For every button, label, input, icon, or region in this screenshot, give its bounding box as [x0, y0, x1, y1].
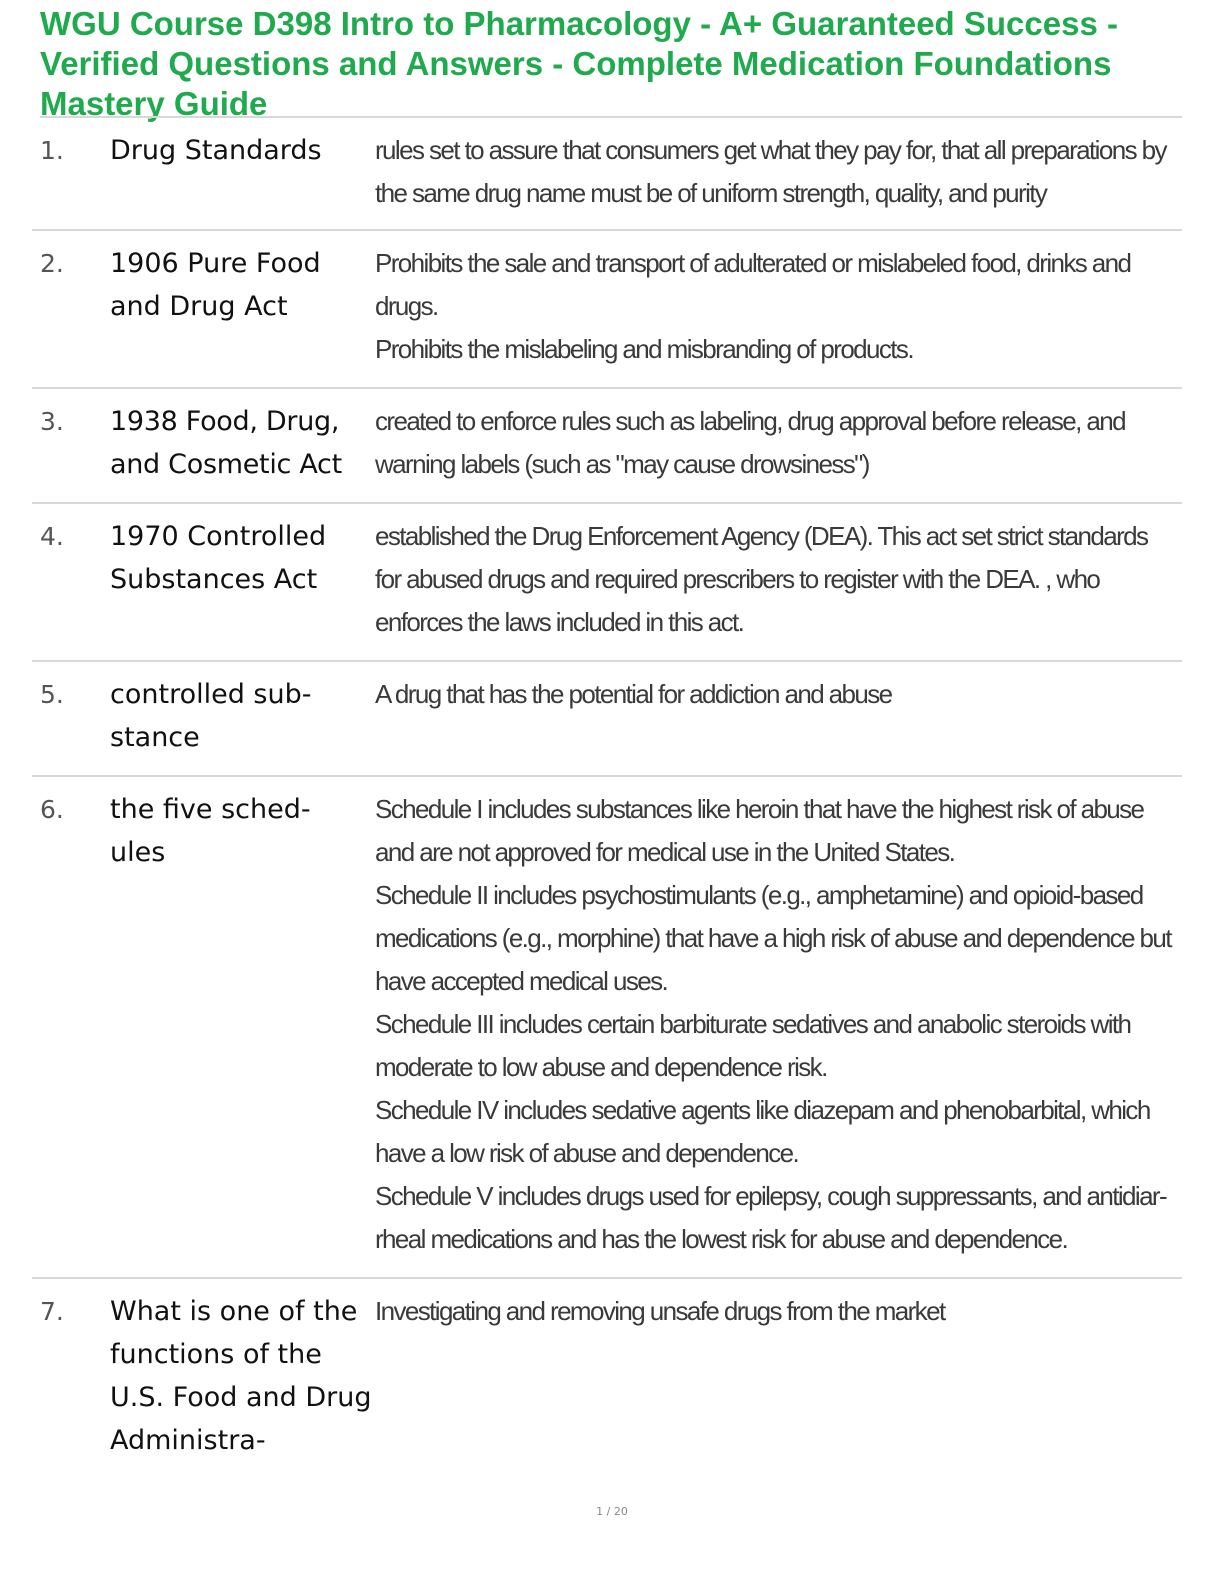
definition-line: rules set to assure that consumers get what they pay for, that all preparations by the same drug name must be of uniform strength, quality, and purity [375, 135, 1166, 208]
definition-line: created to enforce rules such as labeling, drug approval before release, and warning labels (such as "may cause drowsiness") [375, 406, 1125, 479]
flashcard [32, 777, 1182, 1279]
definition-line: established the Drug Enforcement Agency (DEA). This act set strict standards for abused drugs and required prescribers to register with the DEA. , who enforces the laws included in this act. [375, 521, 1148, 637]
card-definition [375, 1290, 1182, 1462]
card-number: 2. [40, 249, 64, 278]
flashcard [32, 662, 1182, 777]
card-term: 1970 Controlled Substances Act [110, 521, 327, 595]
card-number: 3. [40, 407, 64, 436]
page-indicator: 1 / 20 [596, 1505, 628, 1518]
card-definition [375, 788, 1182, 1261]
definition-line: Investigating and removing unsafe drugs from the market [375, 1296, 945, 1326]
document-title: WGU Course D398 Intro to Pharmacology - A+ Guaranteed Success - Verified Questions and Answers - Complete Medication Foundations Mastery Guide [40, 5, 1118, 122]
card-term: controlled sub- stance [110, 679, 312, 753]
flashcard [32, 1279, 1182, 1462]
definition-line: Prohibits the mislabeling and misbranding of products. [375, 334, 913, 364]
card-number: 4. [40, 522, 64, 551]
card-definition [375, 242, 1182, 371]
card-term: 1906 Pure Food and Drug Act [110, 248, 321, 322]
card-definition [375, 400, 1182, 486]
card-number: 1. [40, 136, 64, 165]
card-number: 5. [40, 680, 64, 709]
definition-line: Prohibits the sale and transport of adulterated or mislabeled food, drinks and drugs. [375, 248, 1131, 321]
card-term: the five sched- ules [110, 794, 311, 868]
definition-line: Schedule IV includes sedative agents like diazepam and phenobarbital, which have a low risk of abuse and dependence. [375, 1095, 1150, 1168]
card-definition [375, 129, 1182, 215]
flashcard [32, 389, 1182, 504]
flashcard-list [32, 118, 1182, 1462]
flashcard [32, 504, 1182, 662]
flashcard [32, 231, 1182, 389]
card-number: 7. [40, 1297, 64, 1326]
card-number: 6. [40, 795, 64, 824]
card-term: 1938 Food, Drug, and Cosmetic Act [110, 406, 342, 480]
card-term: What is one of the functions of the U.S. Food and Drug Administra- [110, 1296, 372, 1456]
definition-line: Schedule V includes drugs used for epilepsy, cough suppressants, and antidiar- rheal medications and has the lowest risk for abuse and dependence. [375, 1181, 1167, 1254]
flashcard [32, 118, 1182, 231]
definition-line: Schedule II includes psychostimulants (e.g., amphetamine) and opioid-based medications (e.g., morphine) that have a high risk of abuse and dependence but have accepted medical uses. [375, 880, 1171, 996]
card-term: Drug Standards [110, 135, 322, 166]
definition-line: A drug that has the potential for addiction and abuse [375, 679, 892, 709]
definition-line: Schedule I includes substances like heroin that have the highest risk of abuse and are not approved for medical use in the United States. [375, 794, 1144, 867]
card-definition [375, 515, 1182, 644]
card-definition [375, 673, 1182, 759]
definition-line: Schedule III includes certain barbiturate sedatives and anabolic steroids with moderate to low abuse and dependence risk. [375, 1009, 1131, 1082]
